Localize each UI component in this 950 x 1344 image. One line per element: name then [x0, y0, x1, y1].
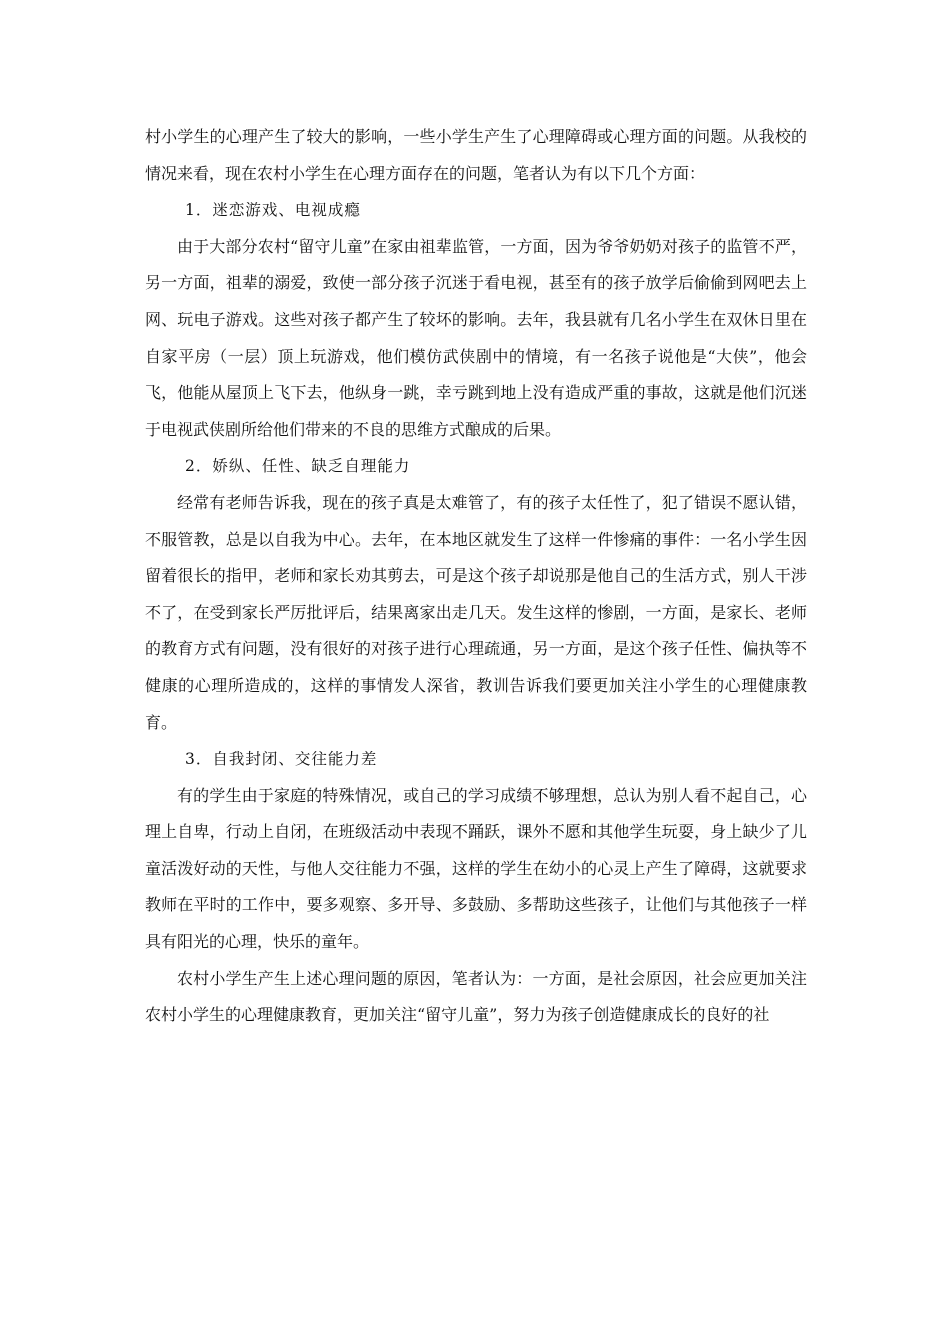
paragraph: 有的学生由于家庭的特殊情况，或自己的学习成绩不够理想，总认为别人看不起自己，心理上自卑，行动上自闭，在班级活动中表现不踊跃，课外不愿和其他学生玩耍，身上缺少了儿童活泼好动的天性，与他人交往能力不强，这样的学生在幼小的心灵上产生了障碍，这就要求教师在平时的工作中，要多观察、多开导、多鼓励、多帮助这些孩子，让他们与其他孩子一样具有阳光的心理，快乐的童年。 — [145, 785, 807, 952]
paragraph: 农村小学生产生上述心理问题的原因，笔者认为：一方面，是社会原因，社会应更加关注农村小学生的心理健康教育，更加关注“留守儿童”，努力为孩子创造健康成长的良好的社 — [145, 968, 807, 1025]
paragraph-continued: 村小学生的心理产生了较大的影响，一些小学生产生了心理障碍或心理方面的问题。从我校的情况来看，现在农村小学生在心理方面存在的问题，笔者认为有以下几个方面： — [145, 127, 807, 183]
section-heading-2: 2．娇纵、任性、缺乏自理能力 — [185, 457, 411, 476]
section-heading-3: 3．自我封闭、交往能力差 — [185, 750, 378, 769]
paragraph: 经常有老师告诉我，现在的孩子真是太难管了，有的孩子太任性了，犯了错误不愿认错，不服管教，总是以自我为中心。去年，在本地区就发生了这样一件惨痛的事件：一名小学生因留着很长的指甲，老师和家长劝其剪去，可是这个孩子却说那是他自己的生活方式，别人干涉不了，在受到家长严厉批评后，结果离家出走几天。发生这样的惨剧，一方面，是家长、老师的教育方式有问题，没有很好的对孩子进行心理疏通，另一方面，是这个孩子任性、偏执等不健康的心理所造成的，这样的事情发人深省，教训告诉我们要更加关注小学生的心理健康教育。 — [145, 492, 807, 732]
section-heading-1: 1．迷恋游戏、电视成瘾 — [185, 201, 361, 220]
paragraph: 由于大部分农村“留守儿童”在家由祖辈监管，一方面，因为爷爷奶奶对孩子的监管不严，另一方面，祖辈的溺爱，致使一部分孩子沉迷于看电视，甚至有的孩子放学后偷偷到网吧去上网、玩电子游戏。这些对孩子都产生了较坏的影响。去年，我县就有几名小学生在双休日里在自家平房（一层）顶上玩游戏，他们模仿武侠剧中的情境，有一名孩子说他是“大侠”，他会飞，他能从屋顶上飞下去，他纵身一跳，幸亏跳到地上没有造成严重的事故，这就是他们沉迷于电视武侠剧所给他们带来的不良的思维方式酿成的后果。 — [145, 236, 807, 439]
document-body — [145, 119, 807, 1034]
